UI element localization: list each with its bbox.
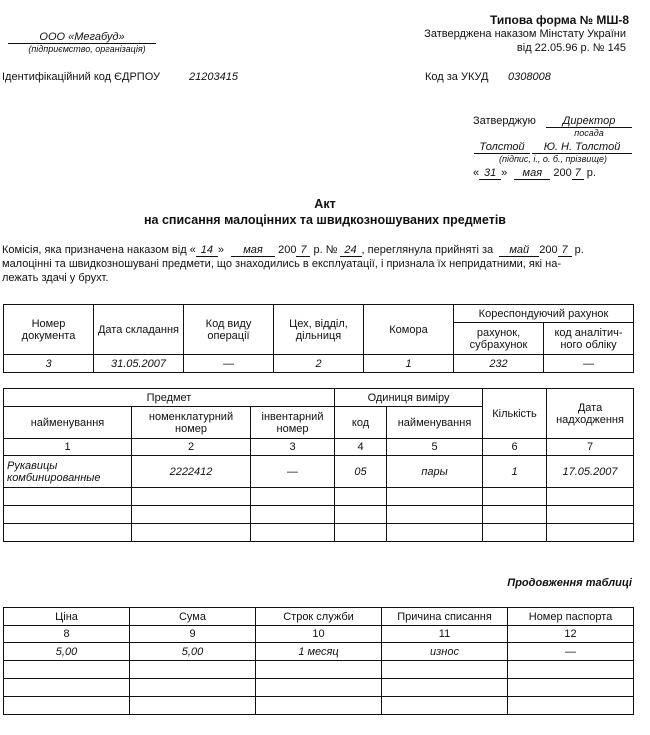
header-code: код: [335, 407, 387, 439]
table-row: [4, 355, 634, 373]
table-cell: 5,00: [4, 643, 130, 661]
table-cell: 2: [274, 355, 364, 373]
empty-row: [4, 524, 634, 542]
header-unit-name: найменування: [387, 407, 483, 439]
table-row: [4, 456, 634, 488]
col-number: 1: [4, 439, 132, 456]
table-cell: 1: [483, 456, 547, 488]
col-number: 12: [508, 626, 634, 643]
col-number: 7: [547, 439, 634, 456]
column-numbers-row: [4, 439, 634, 456]
act-subtitle: на списання малоцінних та швидкозношуваних предметів: [143, 213, 506, 227]
table-row: [4, 643, 634, 661]
table-cell: —: [508, 643, 634, 661]
empty-row: [4, 679, 634, 697]
table-cell: —: [251, 456, 335, 488]
header-workshop: Цех, відділ, дільниця: [274, 305, 364, 355]
org-caption: (підприємство, організація): [28, 44, 146, 54]
col-number: 10: [256, 626, 382, 643]
continuation-label: Продовження таблиці: [507, 577, 632, 589]
col-number: 5: [387, 439, 483, 456]
table-cell: 232: [454, 355, 544, 373]
approved-line1: Затверджена наказом Мінстату України: [424, 28, 626, 40]
table-cell: 2222412: [132, 456, 251, 488]
col-number: 8: [4, 626, 130, 643]
header-inventory: інвентарний номер: [251, 407, 335, 439]
header-sum: Сума: [130, 608, 256, 626]
col-number: 3: [251, 439, 335, 456]
items-table: [3, 388, 634, 542]
header-corr-account: Кореспондуючий рахунок: [454, 305, 634, 323]
sign-caption: (підпис, і., о. б., прізвище): [499, 154, 607, 164]
approval-signature: Толстой: [474, 141, 530, 154]
header-unit: Одиниця виміру: [335, 389, 483, 407]
empty-row: [4, 661, 634, 679]
table-cell: Рукавицы комбинированные: [4, 456, 132, 488]
header-item: Предмет: [4, 389, 335, 407]
form-title: Типова форма № МШ-8: [490, 13, 630, 27]
column-numbers-row: [4, 626, 634, 643]
approval-date: « 31 » мая 200 7 р.: [473, 167, 596, 179]
table-cell: —: [184, 355, 274, 373]
body-line1: Комісія, яка призначена наказом від « 14 » мая 200 7 р. № 24 , переглянула прийняті за май 200 7 р.: [2, 244, 584, 256]
edrpou-label: Ідентифікаційний код ЄДРПОУ: [2, 71, 161, 83]
act-title: Акт: [314, 197, 336, 211]
empty-row: [4, 488, 634, 506]
header-service-life: Строк служби: [256, 608, 382, 626]
document-table: [3, 304, 634, 373]
table-cell: 17.05.2007: [547, 456, 634, 488]
header-name: найменування: [4, 407, 132, 439]
approval-label: Затверджую: [473, 115, 536, 127]
table-cell: —: [544, 355, 634, 373]
approval-position: Директор: [546, 115, 632, 128]
table-cell: 3: [4, 355, 94, 373]
header-analytic: код аналітич- ного обліку: [544, 323, 634, 355]
header-qty: Кількість: [483, 389, 547, 439]
ukud-value: 0308008: [508, 71, 551, 83]
col-number: 6: [483, 439, 547, 456]
continuation-table: [3, 607, 634, 715]
header-op-code: Код виду операції: [184, 305, 274, 355]
col-number: 4: [335, 439, 387, 456]
header-storeroom: Комора: [364, 305, 454, 355]
org-name: ООО «Мегабуд»: [8, 31, 156, 44]
position-caption: посада: [574, 128, 604, 138]
header-nomen: номенклатурний номер: [132, 407, 251, 439]
approved-line2: від 22.05.96 р. № 145: [516, 42, 626, 54]
header-doc-number: Номер документа: [4, 305, 94, 355]
header-price: Ціна: [4, 608, 130, 626]
table-cell: 05: [335, 456, 387, 488]
header-reason: Причина списання: [382, 608, 508, 626]
header-passport: Номер паспорта: [508, 608, 634, 626]
header-date: Дата складання: [94, 305, 184, 355]
approval-name: Ю. Н. Толстой: [532, 141, 632, 154]
col-number: 9: [130, 626, 256, 643]
header-receipt-date: Дата надходження: [547, 389, 634, 439]
table-cell: 1: [364, 355, 454, 373]
table-cell: пары: [387, 456, 483, 488]
col-number: 2: [132, 439, 251, 456]
empty-row: [4, 506, 634, 524]
body-line3: лежать здачі у брухт.: [2, 272, 109, 284]
col-number: 11: [382, 626, 508, 643]
table-cell: износ: [382, 643, 508, 661]
table-cell: 1 месяц: [256, 643, 382, 661]
empty-row: [4, 697, 634, 715]
edrpou-value: 21203415: [189, 71, 238, 83]
table-cell: 31.05.2007: [94, 355, 184, 373]
header-account: рахунок, субрахунок: [454, 323, 544, 355]
table-cell: 5,00: [130, 643, 256, 661]
ukud-label: Код за УКУД: [425, 71, 489, 83]
body-line2: малоцінні та швидкозношувані предмети, що знаходились в експлуатації, і признала їх непридатними, які на-: [2, 258, 562, 270]
